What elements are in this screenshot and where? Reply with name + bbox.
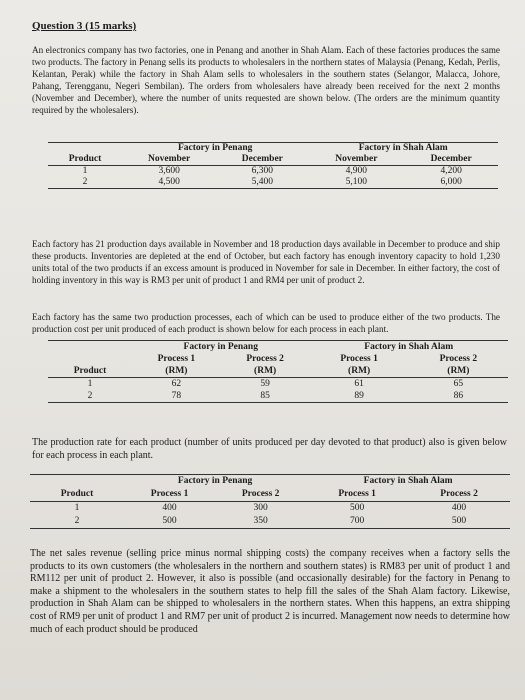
table-row — [48, 166, 498, 178]
value-cell: 4,900 — [345, 166, 368, 176]
value-cell: 62 — [171, 379, 182, 389]
rate-paragraph: The production rate for each product (number of units produced per day devoted to that product) also is given below for each process in each plant. — [32, 437, 507, 461]
value-cell: 3,600 — [158, 166, 180, 176]
cost-sub-header: Process 1 — [157, 354, 196, 364]
value-cell: 500 — [350, 503, 365, 513]
revenue-paragraph: The net sales revenue (selling price minus normal shipping costs) the company receives when a factory sells the products to its own customers (the wholesalers in the northern and southern states) is RM83 per unit of product 1 and RM112 per unit of product 2. However, it also is possible (and occasionally desirable) for the factory in Penang to make a shipment to the wholesalers in the southern states to help fill the sales of the Shah Alam factory. Likewise, production in Shah Alam can be shipped to wholesalers in the northern states. When this happens, an extra shipping cost of RM9 per unit of product 1 and RM7 per unit of product 2 is incurred. Management now needs to determine how much of each product should be produced — [30, 548, 510, 635]
value-cell: 350 — [215, 515, 306, 529]
cost-unit-header: (RM) — [132, 365, 221, 378]
value-cell: 5,400 — [216, 177, 308, 189]
rate-sub-header: Process 2 — [408, 488, 510, 502]
cost-table — [48, 340, 508, 403]
value-cell: 500 — [124, 515, 215, 529]
value-cell: 5,100 — [308, 177, 404, 189]
table-row — [48, 177, 498, 189]
production-days-paragraph: Each factory has 21 production days available in November and 18 production days available in December to produce and ship these products. Inventories are depleted at the end of October, but each factory has enough inventory capacity to hold 1,230 units total of the two products if an excess amount is produced in November for sale in December. In either factory, the cost of holding inventory in this way is RM3 per unit of product 1 and RM4 per unit of product 2. — [32, 239, 500, 285]
value-cell: 59 — [260, 379, 270, 389]
table-row — [48, 378, 508, 391]
orders-product-header: Product — [48, 154, 122, 166]
cost-shah-alam-header: Factory in Shah Alam — [310, 341, 509, 354]
product-cell: 1 — [87, 379, 93, 389]
cost-penang-header: Factory in Penang — [132, 341, 310, 354]
value-cell: 86 — [409, 390, 508, 403]
value-cell: 6,000 — [404, 177, 498, 189]
cost-unit-header: (RM) — [221, 365, 310, 378]
cost-sub-header: Process 2 — [246, 354, 284, 364]
product-cell: 2 — [48, 177, 122, 189]
cost-sub-header: Process 2 — [439, 354, 478, 364]
product-cell: 2 — [30, 515, 124, 529]
cost-unit-header: (RM) — [310, 365, 409, 378]
value-cell: 300 — [253, 503, 268, 513]
orders-shah-alam-header: Factory in Shah Alam — [308, 143, 498, 155]
orders-table — [48, 142, 498, 189]
value-cell: 85 — [221, 390, 310, 403]
product-cell: 1 — [74, 503, 80, 513]
cost-sub-header: Process 1 — [340, 354, 378, 364]
value-cell: 78 — [132, 390, 221, 403]
value-cell: 61 — [354, 379, 364, 389]
value-cell: 700 — [306, 515, 408, 529]
table-row — [30, 502, 510, 516]
rate-shah-alam-header: Factory in Shah Alam — [306, 475, 510, 489]
question-title: Question 3 (15 marks) — [32, 20, 137, 32]
table-row — [48, 390, 508, 403]
value-cell: 6,300 — [251, 166, 274, 176]
rate-penang-header: Factory in Penang — [124, 475, 306, 489]
value-cell: 400 — [162, 503, 177, 513]
value-cell: 500 — [408, 515, 510, 529]
product-cell: 1 — [82, 166, 88, 176]
rate-product-header: Product — [30, 488, 124, 502]
intro-paragraph: An electronics company has two factories, one in Penang and another in Shah Alam. Each of these factories produces the same two products. The factory in Penang sells its products to wholesalers in the northern states of Malaysia (Penang, Kedah, Perlis, Kelantan, Perak) while the factory in Shah Alam sells to wholesalers in the southern states (Selangor, Malacca, Johore, Pahang, Terengganu, Negeri Sembilan). The orders from wholesalers have already been received for the next 2 months (November and December), where the number of units requested are shown below. (The orders are the minimum quantity required by the wholesalers). — [32, 45, 500, 115]
orders-sub-header: November — [308, 154, 404, 166]
rate-sub-header: Process 1 — [124, 488, 215, 502]
value-cell: 400 — [451, 503, 467, 513]
orders-penang-header: Factory in Penang — [122, 143, 308, 155]
cost-product-header: Product — [48, 365, 132, 378]
table-row — [30, 515, 510, 529]
orders-sub-header: December — [216, 154, 308, 166]
value-cell: 4,500 — [122, 177, 216, 189]
rate-sub-header: Process 1 — [306, 488, 408, 502]
orders-sub-header: December — [404, 154, 498, 166]
processes-paragraph: Each factory has the same two production processes, each of which can be used to produce either of the two products. The production cost per unit produced of each product is shown below for each process in each plant. — [32, 312, 500, 334]
value-cell: 65 — [453, 379, 464, 389]
value-cell: 4,200 — [440, 166, 462, 176]
product-cell: 2 — [48, 390, 132, 403]
rate-table — [30, 474, 510, 529]
rate-sub-header: Process 2 — [215, 488, 306, 502]
cost-unit-header: (RM) — [409, 365, 508, 378]
orders-sub-header: November — [122, 154, 216, 166]
value-cell: 89 — [310, 390, 409, 403]
